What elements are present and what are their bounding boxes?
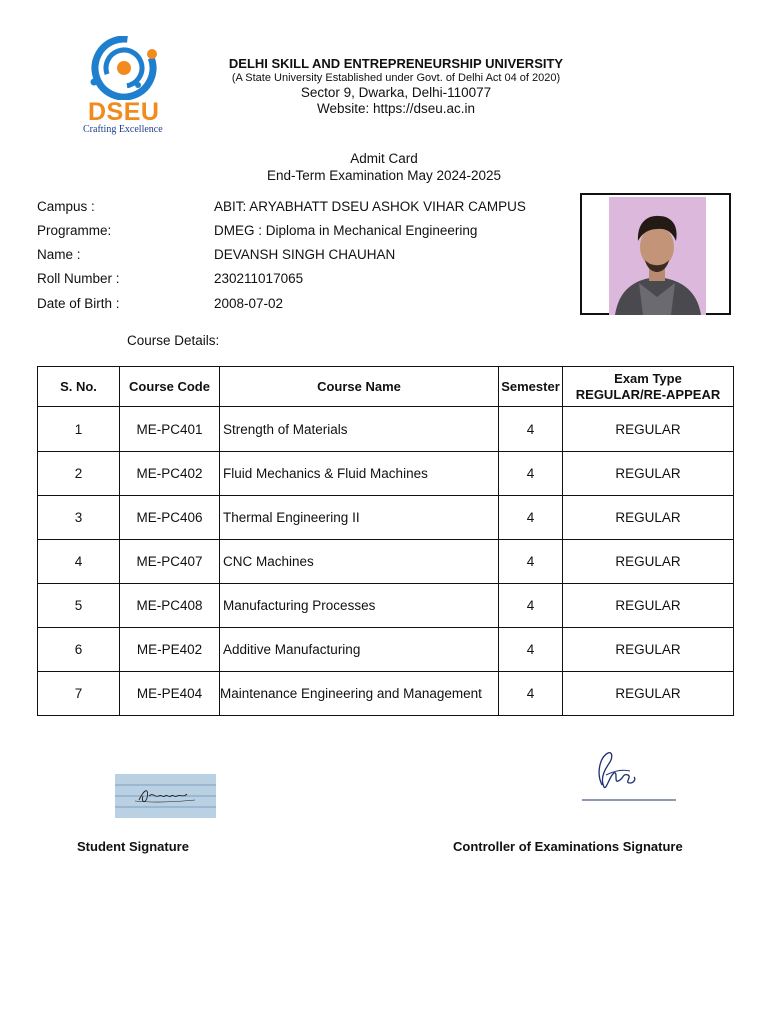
cell-course-name: Manufacturing Processes — [220, 584, 499, 628]
cell-sno: 5 — [38, 584, 120, 628]
header-semester: Semester — [499, 367, 563, 407]
cell-course-code: ME-PC406 — [120, 496, 220, 540]
dob-label: Date of Birth : — [37, 296, 120, 311]
cell-semester: 4 — [499, 584, 563, 628]
header-sno: S. No. — [38, 367, 120, 407]
student-signature-label: Student Signature — [77, 839, 189, 854]
cell-course-name: Fluid Mechanics & Fluid Machines — [220, 452, 499, 496]
university-website: Website: https://dseu.ac.in — [316, 101, 476, 116]
table-row — [38, 584, 734, 628]
dseu-emblem-icon — [80, 36, 175, 100]
course-details-label: Course Details: — [127, 333, 220, 348]
student-signature-image — [115, 774, 216, 818]
campus-value: ABIT: ARYABHATT DSEU ASHOK VIHAR CAMPUS — [214, 199, 526, 214]
cell-sno: 6 — [38, 628, 120, 672]
cell-course-name: Strength of Materials — [220, 407, 499, 452]
table-row — [38, 452, 734, 496]
cell-course-code: ME-PE402 — [120, 628, 220, 672]
student-photo-frame — [580, 193, 731, 315]
cell-semester: 4 — [499, 407, 563, 452]
cell-course-name: Maintenance Engineering and Management — [220, 672, 499, 716]
table-row — [38, 672, 734, 716]
campus-label: Campus : — [37, 199, 95, 214]
name-label: Name : — [37, 247, 81, 262]
roll-number-value: 230211017065 — [214, 271, 304, 286]
admit-card-title: Admit Card — [350, 151, 418, 166]
cell-sno: 2 — [38, 452, 120, 496]
cell-semester: 4 — [499, 628, 563, 672]
university-name: DELHI SKILL AND ENTREPRENEURSHIP UNIVERSITY — [228, 56, 564, 71]
table-row — [38, 540, 734, 584]
logo-text: DSEU — [88, 98, 160, 126]
university-logo — [80, 36, 175, 140]
cell-semester: 4 — [499, 672, 563, 716]
cell-semester: 4 — [499, 540, 563, 584]
table-row — [38, 628, 734, 672]
logo-tagline: Crafting Excellence — [83, 124, 163, 135]
cell-course-name: Additive Manufacturing — [220, 628, 499, 672]
cell-exam-type: REGULAR — [563, 496, 734, 540]
name-value: DEVANSH SINGH CHAUHAN — [214, 247, 396, 262]
programme-value: DMEG : Diploma in Mechanical Engineering — [214, 223, 478, 238]
cell-exam-type: REGULAR — [563, 540, 734, 584]
cell-course-code: ME-PC401 — [120, 407, 220, 452]
student-signature-icon — [115, 774, 216, 818]
university-subtitle: (A State University Established under Govt. of Delhi Act 04 of 2020) — [231, 72, 561, 84]
cell-sno: 4 — [38, 540, 120, 584]
university-header — [180, 56, 612, 117]
header-course-name: Course Name — [220, 367, 499, 407]
dob-value: 2008-07-02 — [214, 296, 284, 311]
controller-signature-label: Controller of Examinations Signature — [453, 839, 683, 854]
cell-course-code: ME-PE404 — [120, 672, 220, 716]
header-exam-type-line2: REGULAR/RE-APPEAR — [575, 386, 721, 402]
cell-sno: 3 — [38, 496, 120, 540]
roll-number-label: Roll Number : — [37, 271, 120, 286]
header-exam-type-line1: Exam Type — [614, 370, 682, 386]
cell-course-code: ME-PC402 — [120, 452, 220, 496]
student-portrait-icon — [609, 197, 706, 315]
cell-course-code: ME-PC407 — [120, 540, 220, 584]
programme-label: Programme: — [37, 223, 112, 238]
cell-course-code: ME-PC408 — [120, 584, 220, 628]
course-table — [37, 366, 734, 716]
cell-sno: 1 — [38, 407, 120, 452]
header-course-code: Course Code — [120, 367, 220, 407]
header-exam-type — [563, 367, 734, 407]
exam-title: End-Term Examination May 2024-2025 — [266, 168, 502, 183]
cell-exam-type: REGULAR — [563, 452, 734, 496]
controller-signature-icon — [578, 745, 680, 805]
cell-semester: 4 — [499, 496, 563, 540]
cell-course-name: Thermal Engineering II — [220, 496, 499, 540]
admit-card-title-block — [0, 150, 768, 184]
table-row — [38, 496, 734, 540]
student-photo — [609, 197, 706, 315]
cell-exam-type: REGULAR — [563, 407, 734, 452]
cell-semester: 4 — [499, 452, 563, 496]
cell-exam-type: REGULAR — [563, 628, 734, 672]
cell-exam-type: REGULAR — [563, 584, 734, 628]
table-row — [38, 407, 734, 452]
cell-sno: 7 — [38, 672, 120, 716]
university-address: Sector 9, Dwarka, Delhi-110077 — [300, 85, 492, 100]
cell-course-name: CNC Machines — [220, 540, 499, 584]
table-header-row — [38, 367, 734, 407]
cell-exam-type: REGULAR — [563, 672, 734, 716]
